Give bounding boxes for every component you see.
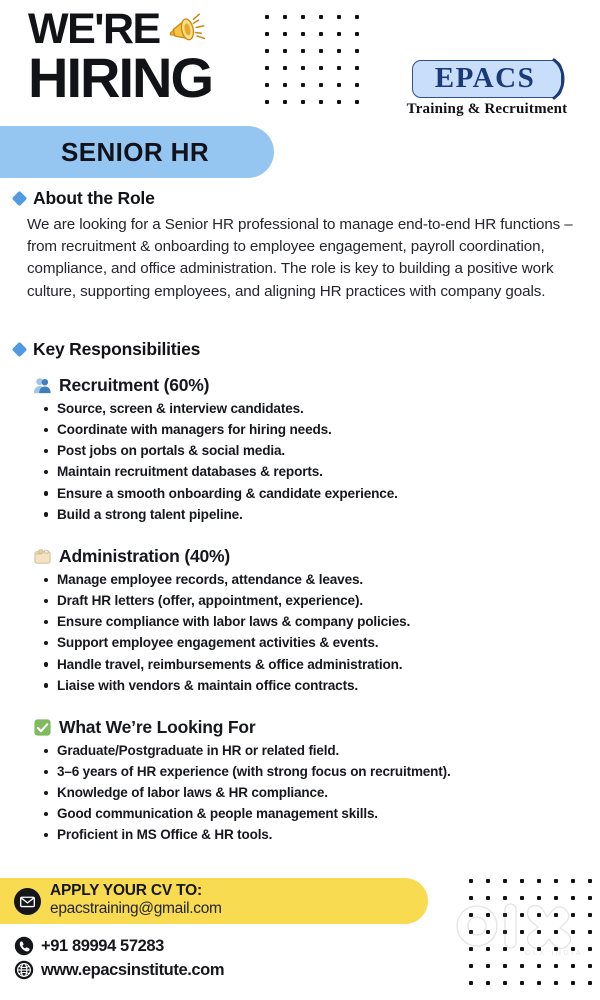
- dot: [462, 906, 480, 923]
- dot: [462, 872, 480, 889]
- people-silhouette-icon: [33, 376, 52, 395]
- diamond-bullet-icon: [12, 191, 28, 207]
- group-list: [33, 569, 593, 696]
- dot: [513, 923, 531, 940]
- dot: [547, 923, 565, 940]
- dot: [513, 940, 531, 957]
- headline-were: WE'RE: [28, 5, 160, 53]
- group-list: [33, 398, 593, 525]
- card-index-dividers-icon: [33, 547, 52, 566]
- dot: [581, 872, 599, 889]
- group-heading: [33, 375, 593, 396]
- dot: [530, 906, 548, 923]
- dot: [564, 940, 582, 957]
- role-badge: [0, 126, 274, 178]
- list-item: Good communication & people management skills.: [57, 803, 593, 824]
- group-looking-for: [33, 717, 593, 845]
- green-check-icon: [33, 718, 52, 737]
- dot: [496, 906, 514, 923]
- dot: [462, 923, 480, 940]
- list-item: Liaise with vendors & maintain office contracts.: [57, 675, 593, 696]
- contact-phone-row[interactable]: [14, 936, 164, 956]
- dot: [479, 889, 497, 906]
- dot: [479, 906, 497, 923]
- dot: [530, 889, 548, 906]
- dot: [564, 889, 582, 906]
- dot: [496, 889, 514, 906]
- list-item: Ensure compliance with labor laws & company policies.: [57, 611, 593, 632]
- dot: [581, 957, 599, 974]
- list-item: Proficient in MS Office & HR tools.: [57, 824, 593, 845]
- dot: [479, 957, 497, 974]
- dot: [462, 957, 480, 974]
- dot: [530, 957, 548, 974]
- dot: [462, 940, 480, 957]
- dot: [513, 889, 531, 906]
- dot: [513, 906, 531, 923]
- logo-tagline: Training & Recruitment: [406, 101, 568, 118]
- list-item: Support employee engagement activities & events.: [57, 633, 593, 654]
- dot: [496, 957, 514, 974]
- apply-text-block: [50, 883, 222, 918]
- dot: [513, 974, 531, 991]
- apply-email[interactable]: epacstraining@gmail.com: [50, 900, 222, 918]
- group-heading: [33, 546, 593, 567]
- group-administration: [33, 546, 593, 696]
- dot: [462, 974, 480, 991]
- phone-number: +91 89994 57283: [41, 936, 164, 955]
- website-url: www.epacsinstitute.com: [41, 960, 225, 979]
- dot: [581, 906, 599, 923]
- group-title: What We’re Looking For: [59, 717, 256, 737]
- list-item: Draft HR letters (offer, appointment, experience).: [57, 590, 593, 611]
- dot: [564, 957, 582, 974]
- dot: [462, 889, 480, 906]
- group-recruitment: [33, 375, 593, 525]
- section-title-responsibilities: Key Responsibilities: [33, 339, 201, 359]
- list-item: Manage employee records, attendance & leaves.: [57, 569, 593, 590]
- globe-icon: [14, 960, 34, 980]
- dot: [581, 974, 599, 991]
- list-item: Build a strong talent pipeline.: [57, 504, 593, 525]
- logo-badge: [412, 60, 562, 98]
- dot: [496, 974, 514, 991]
- dot: [530, 923, 548, 940]
- list-item: Graduate/Postgraduate in HR or related field.: [57, 740, 593, 761]
- section-heading-about: [14, 188, 155, 209]
- group-heading: [33, 717, 593, 738]
- dot: [547, 940, 565, 957]
- dot: [530, 940, 548, 957]
- phone-icon: [14, 936, 34, 956]
- dot: [513, 872, 531, 889]
- dot: [479, 872, 497, 889]
- logo-swoosh-icon: [550, 58, 570, 100]
- dot-grid-decoration-bottom: [462, 872, 598, 991]
- section-heading-responsibilities: [14, 339, 200, 360]
- dot: [564, 923, 582, 940]
- group-list: [33, 740, 593, 845]
- dot: [581, 940, 599, 957]
- diamond-bullet-icon: [12, 342, 28, 358]
- dot: [581, 923, 599, 940]
- dot: [547, 872, 565, 889]
- dot: [496, 923, 514, 940]
- megaphone-icon: [166, 11, 212, 49]
- list-item: Handle travel, reimbursements & office administration.: [57, 654, 593, 675]
- list-item: Knowledge of labor laws & HR compliance.: [57, 782, 593, 803]
- headline-line-1: [28, 5, 358, 53]
- envelope-icon: [14, 888, 41, 915]
- apply-bar: [0, 878, 428, 924]
- dot: [547, 906, 565, 923]
- dot: [547, 974, 565, 991]
- dot: [479, 974, 497, 991]
- list-item: Coordinate with managers for hiring needs.: [57, 419, 593, 440]
- dot: [479, 940, 497, 957]
- list-item: Maintain recruitment databases & reports.: [57, 462, 593, 483]
- about-body-text: We are looking for a Senior HR professional to manage end-to-end HR functions – from recruitment & onboarding to employee engagement, payroll coordination, compliance, and office administration. The role is key to building a positive work culture, supporting employees, and aligning HR practices with company goals.: [27, 216, 573, 300]
- dot: [581, 889, 599, 906]
- dot: [564, 906, 582, 923]
- list-item: Ensure a smooth onboarding & candidate experience.: [57, 483, 593, 504]
- group-title: Administration (40%): [59, 546, 231, 566]
- watermark-text: OLX INDIA: [525, 950, 584, 957]
- company-logo: [392, 60, 582, 118]
- contact-website-row[interactable]: [14, 960, 224, 980]
- apply-label: APPLY YOUR CV TO:: [50, 882, 202, 900]
- logo-name: EPACS: [434, 62, 536, 94]
- dot: [496, 872, 514, 889]
- dot: [496, 940, 514, 957]
- role-badge-label: SENIOR HR: [60, 136, 210, 167]
- envelope-glyph: [19, 893, 36, 910]
- list-item: 3–6 years of HR experience (with strong focus on recruitment).: [57, 761, 593, 782]
- dot: [547, 957, 565, 974]
- dot: [547, 889, 565, 906]
- dot: [530, 974, 548, 991]
- dot: [564, 974, 582, 991]
- dot: [530, 872, 548, 889]
- group-title: Recruitment (60%): [59, 375, 210, 395]
- section-title-about: About the Role: [33, 188, 155, 208]
- list-item: Post jobs on portals & social media.: [57, 440, 593, 461]
- dot: [564, 872, 582, 889]
- list-item: Source, screen & interview candidates.: [57, 398, 593, 419]
- headline: [28, 5, 358, 109]
- dot: [513, 957, 531, 974]
- headline-hiring: HIRING: [28, 46, 212, 109]
- dot: [479, 923, 497, 940]
